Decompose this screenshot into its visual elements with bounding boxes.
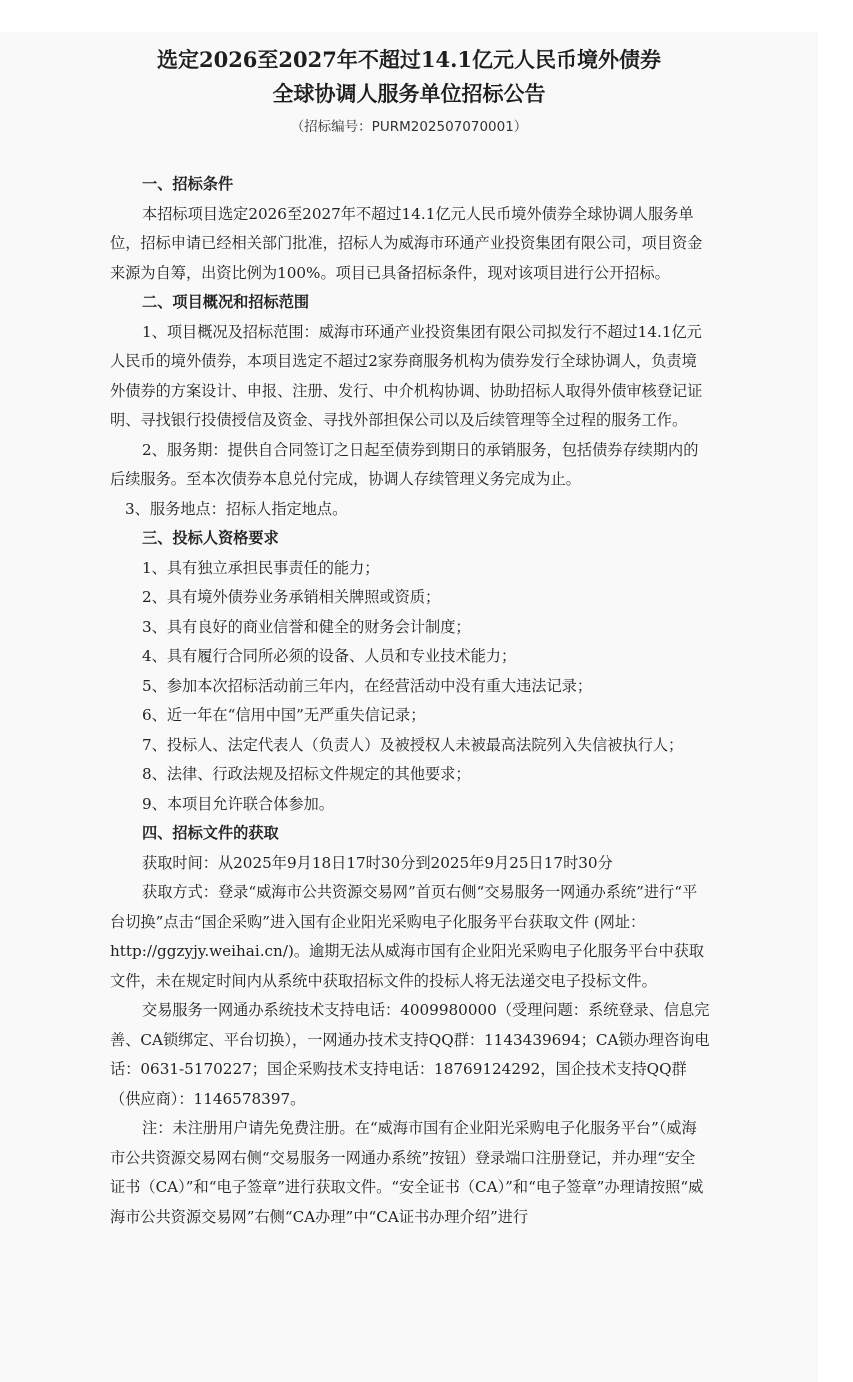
paragraph: 2、服务期：提供自合同签订之日起至债券到期日的承销服务，包括债券存续期内的后续服务。至本次债券本息兑付完成，协调人存续管理义务完成为止。 xyxy=(110,440,699,488)
paragraph: 3、服务地点：招标人指定地点。 xyxy=(125,499,348,518)
list-item: 3、具有良好的商业信誉和健全的财务会计制度； xyxy=(142,617,471,636)
section-heading: 二、项目概况和招标范围 xyxy=(142,293,310,311)
paragraph: 1、项目概况及招标范围：威海市环通产业投资集团有限公司拟发行不超过14.1亿元人民币的境外债券，本项目选定不超过2家券商服务机构为债券发行全球协调人，负责境外债券的方案设计、申报、注册、发行、中介机构协调、协助招标人取得外债审核登记证明、寻找银行投债授信及资金、寻找外部担保公司以及后续管理等全过程的服务工作。 xyxy=(110,322,703,429)
section-heading: 一、招标条件 xyxy=(142,175,234,193)
paragraph: 交易服务一网通办系统技术支持电话：4009980000（受理问题：系统登录、信息完善、CA锁绑定、平台切换），一网通办技术支持QQ群：1143439694；CA锁办理咨询电话：0631-5170227；国企采购技术支持电话：18769124292，国企技术支持QQ群（供应商）：1146578397。 xyxy=(110,1001,710,1108)
page-title-line1: 选定2026至2027年不超过14.1亿元人民币境外债券 xyxy=(156,47,662,72)
list-item: 7、投标人、法定代表人（负责人）及被授权人未被最高法院列入失信被执行人； xyxy=(142,735,684,754)
paragraph: 本招标项目选定2026至2027年不超过14.1亿元人民币境外债券全球协调人服务单位，招标申请已经相关部门批准，招标人为威海市环通产业投资集团有限公司，项目资金来源为自筹，出资比例为100%。项目已具备招标条件，现对该项目进行公开招标。 xyxy=(110,204,703,282)
page-title-line2: 全球协调人服务单位招标公告 xyxy=(272,81,546,106)
list-item: 4、具有履行合同所必须的设备、人员和专业技术能力； xyxy=(142,647,517,665)
paragraph: 获取方式：登录“威海市公共资源交易网”首页右侧“交易服务一网通办系统”进行“平台切换”点击“国企采购”进入国有企业阳光采购电子化服务平台获取文件 (网址：http://ggzyjy.weihai.cn/)。逾期无法从威海市国有企业阳光采购电子化服务平台中获取文件，未在规定时间内从系统中获取招标文件的投标人将无法递交电子投标文件。 xyxy=(110,883,704,990)
list-item: 5、参加本次招标活动前三年内，在经营活动中没有重大违法记录； xyxy=(142,676,593,695)
list-item: 1、具有独立承担民事责任的能力； xyxy=(142,558,380,577)
list-item: 6、近一年在“信用中国”无严重失信记录； xyxy=(142,706,426,724)
list-item: 2、具有境外债券业务承销相关牌照或资质； xyxy=(142,588,441,606)
list-item: 9、本项目允许联合体参加。 xyxy=(142,794,334,813)
paragraph: 注：未注册用户请先免费注册。在“威海市国有企业阳光采购电子化服务平台”（威海市公共资源交易网右侧“交易服务一网通办系统”按钮）登录端口注册登记，并办理“安全证书（CA）”和“电子签章”进行获取文件。“安全证书（CA）”和“电子签章”办理请按照“威海市公共资源交易网”右侧“CA办理”中“CA证书办理介绍”进行 xyxy=(110,1119,704,1226)
document-body xyxy=(110,170,710,1232)
document-page xyxy=(0,32,818,1382)
section-heading: 三、投标人资格要求 xyxy=(142,529,279,547)
section-heading: 四、招标文件的获取 xyxy=(142,824,279,842)
list-item: 8、法律、行政法规及招标文件规定的其他要求； xyxy=(142,765,471,783)
paragraph: 获取时间：从2025年9月18日17时30分到2025年9月25日17时30分 xyxy=(142,853,613,872)
bid-number: （招标编号：PURM202507070001） xyxy=(290,119,528,135)
